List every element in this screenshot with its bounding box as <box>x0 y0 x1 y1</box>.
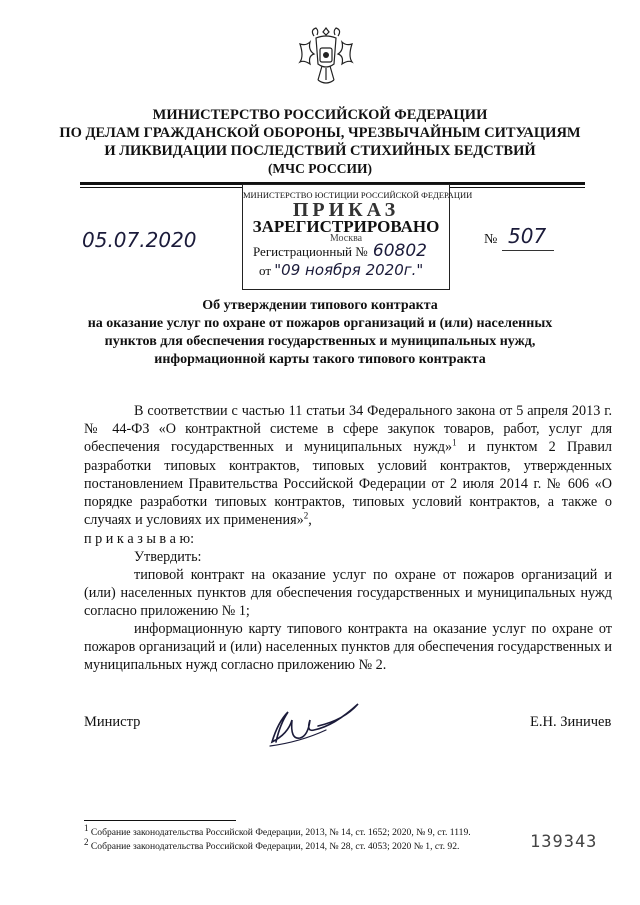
approval-item-1: типовой контракт на оказание услуг по охране от пожаров организаций и (или) населенных пунктов для обеспечения государственных и муниципальных нужд согласно приложению № 1; <box>84 567 612 620</box>
preamble-text-part1: В соответствии с частью 11 статьи 34 Федерального закона от 5 апреля 2013 г. № 44-ФЗ «О контрактной системе в сфере закупок товаров, работ, услуг для обеспечения государственных и муниципальных нужд» <box>84 403 612 456</box>
stamp-status: ЗАРЕГИСТРИРОВАНО <box>252 217 440 236</box>
order-date: 05.07.2020 <box>82 228 197 252</box>
stamp-date: "09 ноября 2020г." <box>274 261 424 279</box>
footnote-1-ref: 1 <box>84 822 89 833</box>
footnote-2-text: Собрание законодательства Российской Федерации, 2014, № 28, ст. 4053; 2020 № 1, ст. 92. <box>90 841 460 852</box>
doc-type-title: ПРИКАЗ <box>292 199 400 221</box>
order-title-line4: информационной карты такого типового контракта <box>154 352 486 367</box>
archive-number: 139343 <box>530 832 598 852</box>
footnote-ref-2: 2 <box>303 510 309 521</box>
stamp-date-prefix: от <box>259 263 272 278</box>
ministry-abbreviation: (МЧС РОССИИ) <box>267 161 373 176</box>
preamble-paragraph <box>84 402 612 529</box>
stamp-date-row <box>259 261 465 279</box>
stamp-reg-label: Регистрационный № <box>253 244 368 259</box>
stamp-reg-number: 60802 <box>372 241 428 261</box>
order-title-line1: Об утверждении типового контракта <box>202 298 438 313</box>
city: Москва <box>329 233 363 244</box>
order-word: п р и к а з ы в а ю: <box>84 531 195 547</box>
footnote-1-text: Собрание законодательства Российской Федерации, 2013, № 14, ст. 1652; 2020, № 9, ст. 1119. <box>90 827 471 838</box>
order-number-underline <box>502 250 554 251</box>
ministry-name-line3: И ЛИКВИДАЦИИ ПОСЛЕДСТВИЙ СТИХИЙНЫХ БЕДСТВИЙ <box>104 143 536 159</box>
ministry-name-line2: ПО ДЕЛАМ ГРАЖДАНСКОЙ ОБОРОНЫ, ЧРЕЗВЫЧАЙНЫМ СИТУАЦИЯМ <box>59 125 581 141</box>
signatory-position: Министр <box>84 714 141 730</box>
order-number: 507 <box>508 224 547 248</box>
footnote-2 <box>84 836 460 853</box>
ministry-name-line1: МИНИСТЕРСТВО РОССИЙСКОЙ ФЕДЕРАЦИИ <box>152 107 488 123</box>
footnote-ref-1: 1 <box>452 437 457 448</box>
preamble-text-part2: и пунктом 2 Правил разработки типовых контрактов, типовых условий контрактов, утвержденных постановлением Правительства Российской Федерации от 2 июля 2014 г. № 606 «О порядке разработки типовых контрактов, типовых условий контрактов, а также о случаях и условиях их применения» <box>84 439 612 529</box>
order-number-prefix: № <box>484 232 498 247</box>
approval-item-2: информационную карту типового контракта на оказание услуг по охране от пожаров организаций и (или) населенных пунктов для обеспечения государственных и муниципальных нужд согласно приложению № 2. <box>84 621 612 674</box>
stamp-org: МИНИСТЕРСТВО ЮСТИЦИИ РОССИЙСКОЙ ФЕДЕРАЦИИ <box>243 190 473 200</box>
registration-stamp <box>242 184 473 290</box>
order-title-line3: пунктов для обеспечения государственных и муниципальных нужд, <box>104 334 536 349</box>
order-title-line2: на оказание услуг по охране от пожаров организаций и (или) населенных <box>87 316 553 331</box>
approve-word: Утвердить: <box>134 549 202 565</box>
state-emblem-icon <box>296 22 356 92</box>
footnote-1 <box>84 822 471 839</box>
footnote-2-ref: 2 <box>84 836 89 847</box>
signature-icon <box>262 694 382 756</box>
stamp-reg-label-row <box>253 241 459 261</box>
footnote-separator <box>84 820 236 821</box>
preamble-end: , <box>308 512 312 529</box>
signatory-name: Е.Н. Зиничев <box>530 714 612 730</box>
